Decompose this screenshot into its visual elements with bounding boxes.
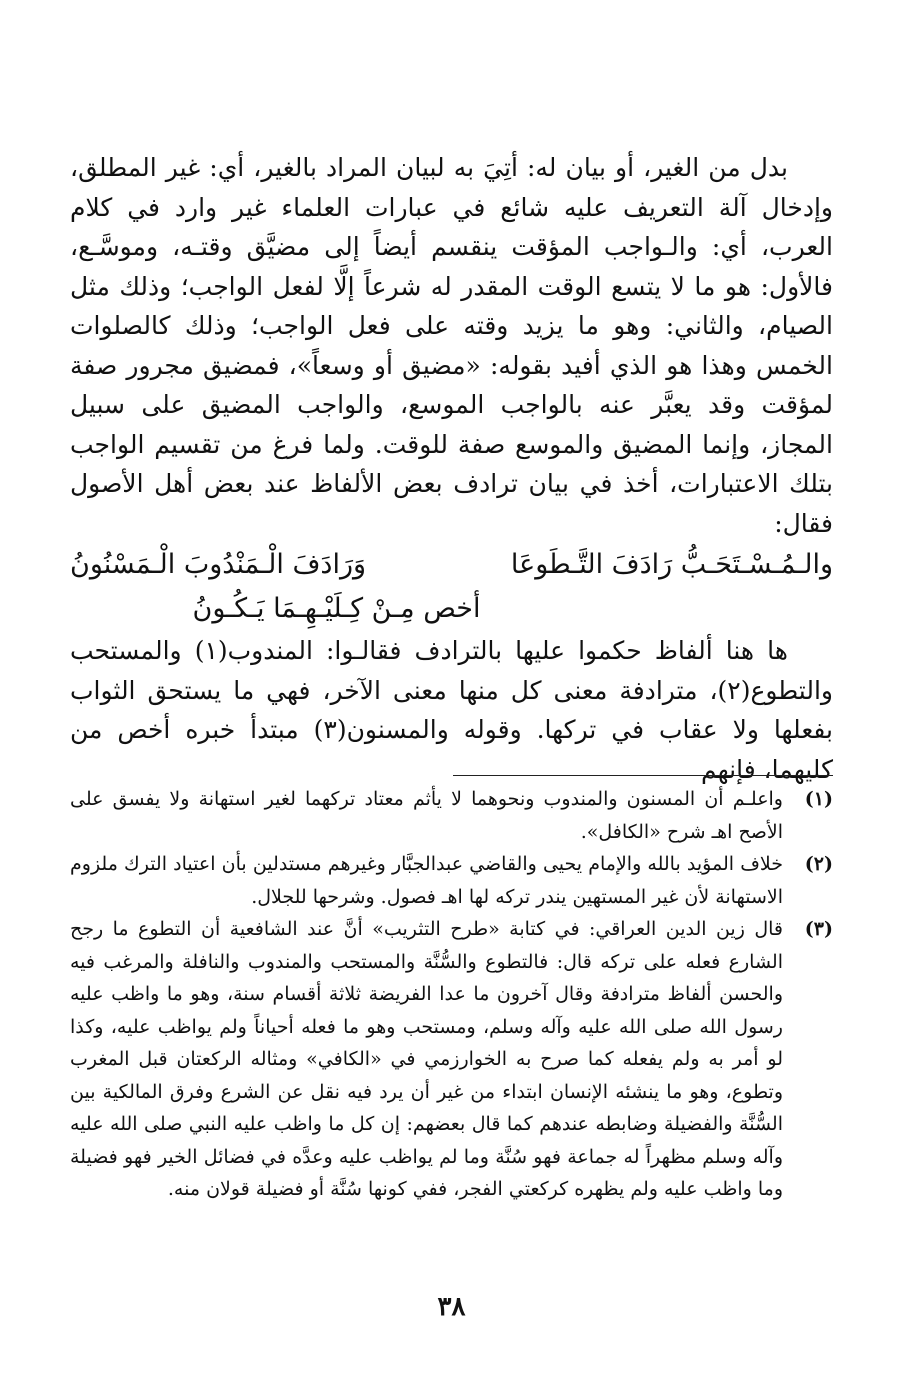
footnote-divider bbox=[453, 775, 833, 776]
page-number: ٣٨ bbox=[437, 1292, 466, 1322]
footnote-2 bbox=[70, 848, 833, 913]
poem-verses bbox=[70, 543, 833, 631]
footnote-text: قال زين الدين العراقي: في كتابة «طرح التثريب» أنَّ عند الشافعية أن التطوع ما رجح الشارع فعله على تركه قال: فالتطوع والسُّنَّة والمستحب والمندوب والنافلة والمرغب فيه والحسن ألفاظ مترادفة وقال آخرون ما عدا الفريضة ثلاثة أقسام سنة، وهو ما واظب عليه رسول الله صلى الله عليه وآله وسلم، ومستحب وهو ما فعله أحياناً ولم يواظب عليه، وكذا لو أمر به ولم يفعله كما صرح به الخوارزمي في «الكافي» ومثاله الركعتان قبل المغرب وتطوع، وهو ما ينشئه الإنسان ابتداء من غير أن يرد فيه نقل عن الشرع وفرق المالكية بين السُّنَّة والفضيلة وضابطه عندهم كما قال بعضهم: إن كل ما واظب عليه النبي صلى الله عليه وآله وسلم مظهراً له جماعة فهو سُنَّة وما لم يواظب عليه وعدَّه في فضائل الخير فهو فضيلة وما واظب عليه ولم يظهره كركعتي الفجر، ففي كونها سُنَّة أو فضيلة قولان منه. bbox=[70, 918, 783, 1200]
paragraph-2: ها هنا ألفاظ حكموا عليها بالترادف فقالـوا: المندوب(١) والمستحب والتطوع(٢)، مترادفة معنى كل منها معنى الآخر، فهي ما يستحق الثواب بفعلها ولا عقاب في تركها. وقوله والمسنون(٣) مبتدأ خبره أخص من كليهما، فإنهم bbox=[70, 636, 833, 784]
verse-line-2 bbox=[70, 587, 833, 631]
footnote-3 bbox=[70, 913, 833, 1206]
main-text bbox=[70, 148, 833, 789]
verse-2-hemistich: أخص مِـنْ كِـلَيْـهِـمَا يَـكُـونُ bbox=[192, 593, 481, 625]
verse-1-first-hemistich: والـمُـسْـتَحَـبُّ رَادَفَ التَّـطَوعَا bbox=[510, 549, 833, 581]
footnote-1 bbox=[70, 783, 833, 848]
footnote-text: خلاف المؤيد بالله والإمام يحيى والقاضي عبدالجبَّار وغيرهم مستدلين بأن اعتياد الترك ملزوم الاستهانة لأن غير المستهين يندر تركه لها اهـ فصول. وشرحها للجلال. bbox=[70, 853, 783, 908]
paragraph-1: بدل من الغير، أو بيان له: أتِيَ به لبيان المراد بالغير، أي: غير المطلق، وإدخال آلة التعريف عليه شائع في عبارات العلماء غير وارد في كلام العرب، أي: والـواجب المؤقت ينقسم أيضاً إلى مضيَّق وقتـه، وموسَّـع، فالأول: هو ما لا يتسع الوقت المقدر له شرعاً إلَّا لفعل الواجب؛ وذلك مثل الصيام، والثاني: وهو ما يزيد وقته على فعل الواجب؛ وذلك كالصلوات الخمس وهذا هو الذي أفيد بقوله: «مضيق أو وسعاً»، فمضيق مجرور صفة لمؤقت وقد يعبَّر عنه بالواجب الموسع، والواجب المضيق على سبيل المجاز، وإنما المضيق والموسع صفة للوقت. ولما فرغ من تقسيم الواجب بتلك الاعتبارات، أخذ في بيان ترادف بعض الألفاظ عند بعض أهل الأصول فقال: bbox=[70, 153, 833, 538]
verse-line-1 bbox=[70, 543, 833, 587]
footnote-text: واعلـم أن المسنون والمندوب ونحوهما لا يأثم معتاد تركهما لغير استهانة ولا يفسق على الأصح اهـ شرح «الكافل». bbox=[70, 788, 783, 843]
footnote-number: (٣) bbox=[804, 918, 833, 940]
footnote-number: (٢) bbox=[804, 853, 833, 875]
verse-1-second-hemistich: وَرَادَفَ الْـمَنْدُوبَ الْـمَسْنُونُ bbox=[70, 549, 367, 581]
footnote-number: (١) bbox=[804, 788, 833, 810]
footnotes bbox=[70, 783, 833, 1206]
